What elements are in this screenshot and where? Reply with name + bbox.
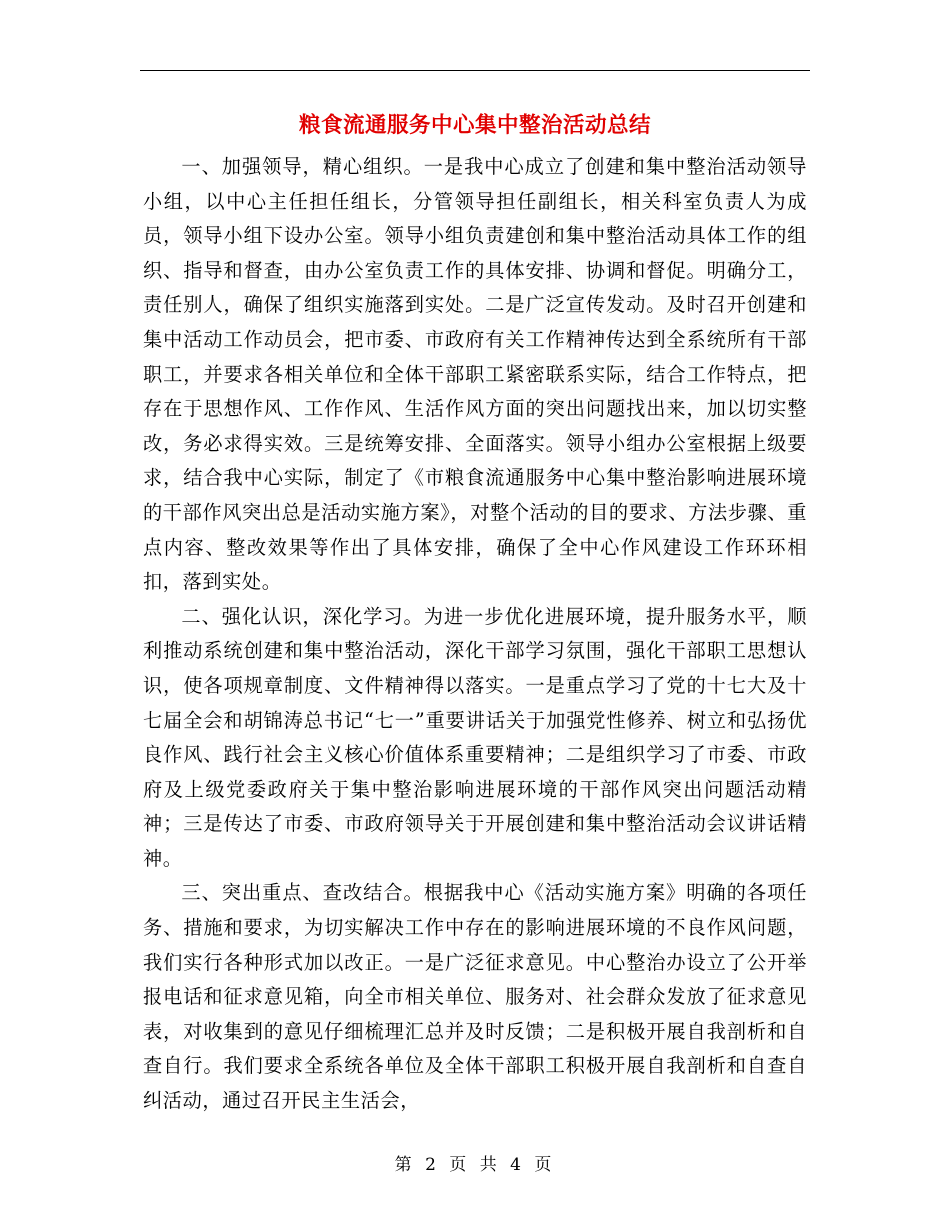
- document-body: [143, 150, 807, 1119]
- paragraph-3: 三、突出重点、查改结合。根据我中心《活动实施方案》明确的各项任务、措施和要求，为切实解决工作中存在的影响进展环境的不良作风问题，我们实行各种形式加以改正。一是广泛征求意见。中心整治办设立了公开举报电话和征求意见箱，向全市相关单位、服务对、社会群众发放了征求意见表，对收集到的意见仔细梳理汇总并及时反馈；二是积极开展自我剖析和自查自行。我们要求全系统各单位及全体干部职工积极开展自我剖析和自查自纠活动，通过召开民主生活会，: [143, 881, 807, 1113]
- page-number: 第 2 页 共 4 页: [394, 1155, 556, 1175]
- paragraph-1: 一、加强领导，精心组织。一是我中心成立了创建和集中整治活动领导小组，以中心主任担任组长，分管领导担任副组长，相关科室负责人为成员，领导小组下设办公室。领导小组负责建创和集中整治活动具体工作的组织、指导和督查，由办公室负责工作的具体安排、协调和督促。明确分工，责任别人，确保了组织实施落到实处。二是广泛宣传发动。及时召开创建和集中活动工作动员会，把市委、市政府有关工作精神传达到全系统所有干部职工，并要求各相关单位和全体干部职工紧密联系实际，结合工作特点，把存在于思想作风、工作作风、生活作风方面的突出问题找出来，加以切实整改，务必求得实效。三是统筹安排、全面落实。领导小组办公室根据上级要求，结合我中心实际，制定了《市粮食流通服务中心集中整治影响进展环境的干部作风突出总是活动实施方案》，对整个活动的目的要求、方法步骤、重点内容、整改效果等作出了具体安排，确保了全中心作风建设工作环环相扣，落到实处。: [143, 155, 807, 594]
- paragraph-2: 二、强化认识，深化学习。为进一步优化进展环境，提升服务水平，顺利推动系统创建和集中整治活动，深化干部学习氛围，强化干部职工思想认识，使各项规章制度、文件精神得以落实。一是重点学习了党的十七大及十七届全会和胡锦涛总书记“七一”重要讲话关于加强党性修养、树立和弘扬优良作风、践行社会主义核心价值体系重要精神；二是组织学习了市委、市政府及上级党委政府关于集中整治影响进展环境的干部作风突出问题活动精神；三是传达了市委、市政府领导关于开展创建和集中整治活动会议讲话精神。: [143, 604, 807, 870]
- document-title: 粮食流通服务中心集中整治活动总结: [298, 113, 651, 138]
- header-rule: [140, 70, 810, 71]
